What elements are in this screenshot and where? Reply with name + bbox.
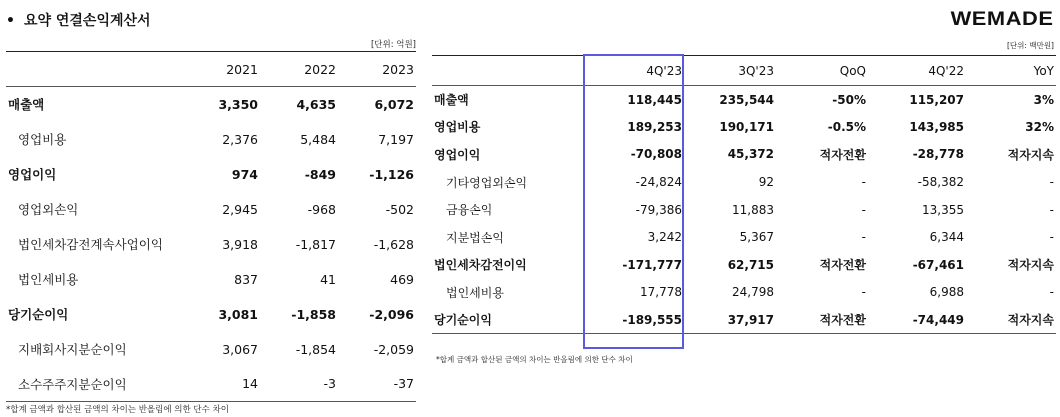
annual-row-value: 5,484 [300, 131, 336, 147]
quarterly-table-row [432, 196, 1056, 224]
annual-table-row [6, 87, 416, 122]
quarterly-income-table [432, 55, 1056, 334]
annual-table-row [6, 367, 416, 402]
annual-row-value: 3,081 [218, 306, 258, 322]
quarterly-table-row [432, 141, 1056, 169]
quarterly-row-value: 6,988 [929, 285, 964, 300]
annual-row-value: 3,918 [222, 236, 258, 252]
quarterly-row-value: -67,461 [912, 257, 964, 272]
quarterly-row-value: - [1049, 230, 1054, 245]
quarterly-row-label: 법인세비용 [446, 285, 504, 300]
quarterly-row-value: -70,808 [630, 147, 682, 162]
quarterly-row-value: 115,207 [909, 92, 964, 107]
quarterly-column-header: YoY [966, 56, 1056, 86]
annual-row-label: 소수주주지분순이익 [6, 367, 182, 402]
quarterly-row-value: 118,445 [627, 92, 682, 107]
annual-row-value: -1,126 [369, 166, 414, 182]
quarterly-row-value: 적자지속 [1007, 258, 1054, 273]
quarterly-row-value: - [1049, 175, 1054, 190]
quarterly-unit-label: [단위: 백만원] [1007, 41, 1054, 50]
page-title [6, 10, 151, 30]
quarterly-row-label: 지분법손익 [446, 230, 504, 245]
quarterly-header-row [432, 56, 1056, 86]
quarterly-row-value: 적자지속 [966, 306, 1056, 334]
annual-row-value: -502 [385, 201, 414, 217]
quarterly-row-value: -24,824 [635, 175, 682, 190]
annual-row-value: -3 [260, 367, 338, 402]
quarterly-row-value: -74,449 [868, 306, 966, 334]
quarterly-row-value: 92 [758, 175, 774, 190]
annual-header-row [6, 52, 416, 87]
annual-row-value: 41 [320, 271, 336, 287]
quarterly-table-row [432, 279, 1056, 307]
quarterly-row-value: 적자전환 [819, 147, 866, 162]
annual-row-value: -1,854 [295, 341, 336, 357]
quarterly-row-value: -58,382 [917, 175, 964, 190]
annual-table-row [6, 332, 416, 367]
annual-table-row [6, 192, 416, 227]
quarterly-table-row [432, 86, 1056, 114]
quarterly-row-value: - [861, 285, 866, 300]
quarterly-row-value: -189,555 [582, 306, 684, 334]
quarterly-row-value: 32% [1025, 119, 1054, 134]
quarterly-column-header: 4Q'23 [582, 56, 684, 86]
annual-footnote: *합계 금액과 합산된 금액의 차이는 반올림에 의한 단수 차이 [6, 405, 229, 415]
quarterly-row-value: -79,386 [635, 202, 682, 217]
annual-row-value: 4,635 [296, 96, 336, 112]
quarterly-row-label: 기타영업외손익 [446, 175, 528, 190]
quarterly-row-value: 13,355 [922, 202, 964, 217]
annual-column-header: 2022 [260, 52, 338, 87]
annual-row-value: 7,197 [378, 131, 414, 147]
annual-table-row [6, 122, 416, 157]
annual-row-value: -1,858 [291, 306, 336, 322]
quarterly-table-row [432, 251, 1056, 279]
quarterly-row-value: 45,372 [727, 147, 774, 162]
quarterly-row-value: 11,883 [732, 202, 774, 217]
quarterly-row-value: 189,253 [627, 119, 682, 134]
quarterly-row-value: -50% [832, 92, 866, 107]
annual-row-value: 837 [234, 271, 258, 287]
quarterly-column-header: 4Q'22 [868, 56, 966, 86]
quarterly-row-value: 6,344 [929, 230, 964, 245]
quarterly-table-row [432, 306, 1056, 334]
annual-unit-label: [단위: 억원] [370, 40, 416, 50]
quarterly-row-value: -28,778 [912, 147, 964, 162]
quarterly-row-value: 3,242 [647, 230, 682, 245]
annual-row-value: 3,067 [222, 341, 258, 357]
quarterly-row-label: 법인세차감전이익 [434, 258, 527, 273]
annual-row-value: -2,059 [373, 341, 414, 357]
annual-row-label: 법인세비용 [18, 272, 79, 287]
quarterly-row-label: 영업비용 [434, 120, 481, 135]
quarterly-row-value: 적자전환 [776, 306, 868, 334]
quarterly-row-label: 영업이익 [434, 147, 481, 162]
annual-row-value: -968 [307, 201, 336, 217]
quarterly-row-value: - [861, 175, 866, 190]
quarterly-row-value: 3% [1033, 92, 1054, 107]
annual-row-label: 영업이익 [8, 167, 57, 182]
annual-header-blank [6, 52, 182, 87]
quarterly-row-value: 적자전환 [819, 258, 866, 273]
annual-row-value: 2,376 [222, 131, 258, 147]
annual-row-label: 법인세차감전계속사업이익 [18, 237, 163, 252]
annual-table-row [6, 227, 416, 262]
quarterly-row-label: 금융손익 [446, 203, 493, 218]
quarterly-row-value: - [1049, 202, 1054, 217]
annual-row-label: 지배회사지분순이익 [18, 342, 127, 357]
annual-row-value: 469 [390, 271, 414, 287]
annual-row-value: 6,072 [374, 96, 414, 112]
quarterly-row-value: 143,985 [909, 119, 964, 134]
title-text: 요약 연결손익계산서 [23, 13, 151, 29]
quarterly-footnote: *합계 금액과 합산된 금액의 차이는 반올림에 의한 단수 차이 [436, 355, 633, 364]
quarterly-table-row [432, 223, 1056, 251]
quarterly-table-row [432, 113, 1056, 141]
quarterly-row-value: 62,715 [727, 257, 774, 272]
quarterly-row-value: - [861, 230, 866, 245]
annual-row-value: -2,096 [369, 306, 414, 322]
quarterly-row-value: -171,777 [622, 257, 682, 272]
annual-row-value: 14 [182, 367, 260, 402]
quarterly-row-value: 적자지속 [1007, 147, 1054, 162]
quarterly-row-value: -0.5% [827, 119, 866, 134]
annual-column-header: 2023 [338, 52, 416, 87]
quarterly-column-header: 3Q'23 [684, 56, 776, 86]
annual-row-value: 2,945 [222, 201, 258, 217]
annual-row-label: 영업외손익 [18, 202, 79, 217]
annual-row-value: 3,350 [218, 96, 258, 112]
annual-income-table [6, 51, 416, 402]
quarterly-row-value: 5,367 [739, 230, 774, 245]
annual-row-value: -1,628 [373, 236, 414, 252]
annual-row-label: 매출액 [8, 97, 45, 113]
annual-row-label: 영업비용 [18, 132, 67, 147]
quarterly-row-value: 37,917 [684, 306, 776, 334]
annual-row-value: -37 [338, 367, 416, 402]
quarterly-row-value: 235,544 [719, 92, 774, 107]
annual-row-label: 당기순이익 [8, 307, 69, 322]
wemade-logo: WEMADE [951, 9, 1054, 30]
quarterly-row-label: 당기순이익 [432, 306, 582, 334]
quarterly-row-label: 매출액 [434, 93, 469, 108]
quarterly-row-value: - [1049, 285, 1054, 300]
annual-column-header: 2021 [182, 52, 260, 87]
annual-row-value: -1,817 [295, 236, 336, 252]
quarterly-table-row [432, 168, 1056, 196]
annual-row-value: -849 [304, 166, 336, 182]
annual-row-value: 974 [231, 166, 258, 182]
quarterly-row-value: 17,778 [640, 285, 682, 300]
annual-table-row [6, 297, 416, 332]
quarterly-row-value: 190,171 [719, 119, 774, 134]
quarterly-row-value: 24,798 [732, 285, 774, 300]
quarterly-row-value: - [861, 202, 866, 217]
title-bullet: • [6, 13, 15, 29]
annual-table-row [6, 262, 416, 297]
quarterly-column-header: QoQ [776, 56, 868, 86]
annual-table-row [6, 157, 416, 192]
quarterly-header-blank [432, 56, 582, 86]
